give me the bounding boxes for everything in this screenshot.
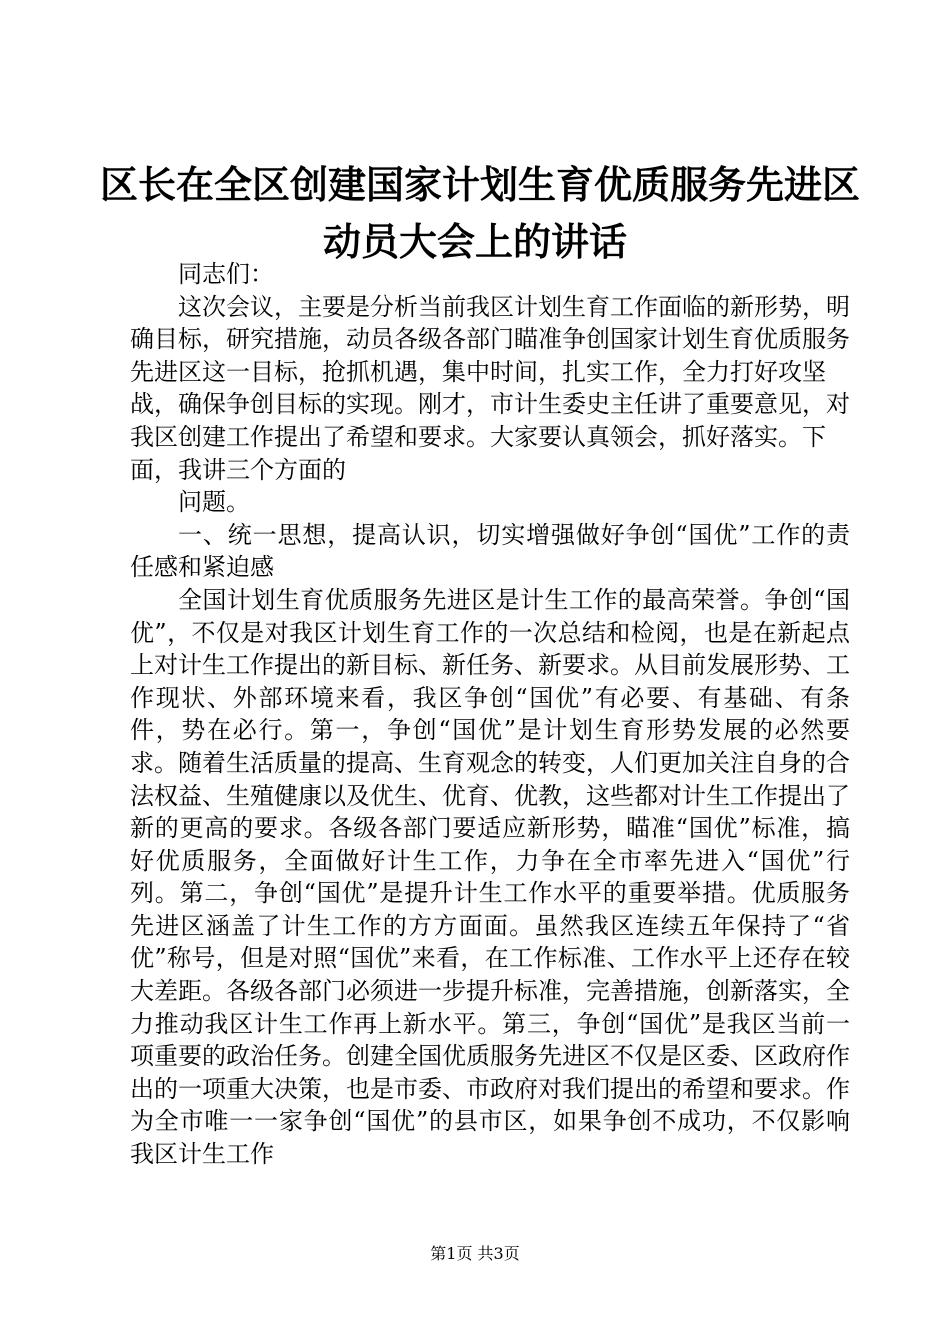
document-title-line-1: 区长在全区创建国家计划生育优质服务先进区 [100, 162, 861, 207]
page-footer: 第1页 共3页 [430, 1244, 520, 1263]
document-title-line-2: 动员大会上的讲话 [322, 219, 627, 264]
paragraph-section-1: 全国计划生育优质服务先进区是计生工作的最高荣誉。争创“国优”，不仅是对我区计划生育工作的一次总结和检阅，也是在新起点上对计生工作提出的新目标、新任务、新要求。从目前发展形势、工作现状、外部环境来看，我区争创“国优”有必要、有基础、有条件，势在必行。第一，争创“国优”是计划生育形势发展的必然要求。随着生活质量的提高、生育观念的转变，人们更加关注自身的合法权益、生殖健康以及优生、优育、优教，这些都对计生工作提出了新的更高的要求。各级各部门要适应新形势，瞄准“国优”标准，搞好优质服务，全面做好计生工作，力争在全市率先进入“国优”行列。第二，争创“国优”是提升计生工作水平的重要举措。优质服务先进区涵盖了计生工作的方方面面。虽然我区连续五年保持了“省优”称号，但是对照“国优”来看，在工作标准、工作水平上还存在较大差距。各级各部门必须进一步提升标准，完善措施，创新落实，全力推动我区计生工作再上新水平。第三，争创“国优”是我区当前一项重要的政治任务。创建全国优质服务先进区不仅是区委、区政府作出的一项重大决策，也是市委、市政府对我们提出的希望和要求。作为全市唯一一家争创“国优”的县市区，如果争创不成功，不仅影响我区计生工作 [130, 585, 850, 1169]
section-heading-1: 一、统一思想，提高认识，切实增强做好争创“国优”工作的责任感和紧迫感 [130, 520, 850, 582]
paragraph-intro-continued: 问题。 [178, 488, 250, 517]
document-body [130, 258, 850, 1171]
paragraph-intro: 这次会议，主要是分析当前我区计划生育工作面临的新形势，明确目标，研究措施，动员各级各部门瞄准争创国家计划生育优质服务先进区这一目标，抢抓机遇，集中时间，扎实工作，全力打好攻坚战，确保争创目标的实现。刚才，市计生委史主任讲了重要意见，对我区创建工作提出了希望和要求。大家要认真领会，抓好落实。下面，我讲三个方面的 [130, 292, 850, 484]
salutation: 同志们： [178, 260, 274, 288]
